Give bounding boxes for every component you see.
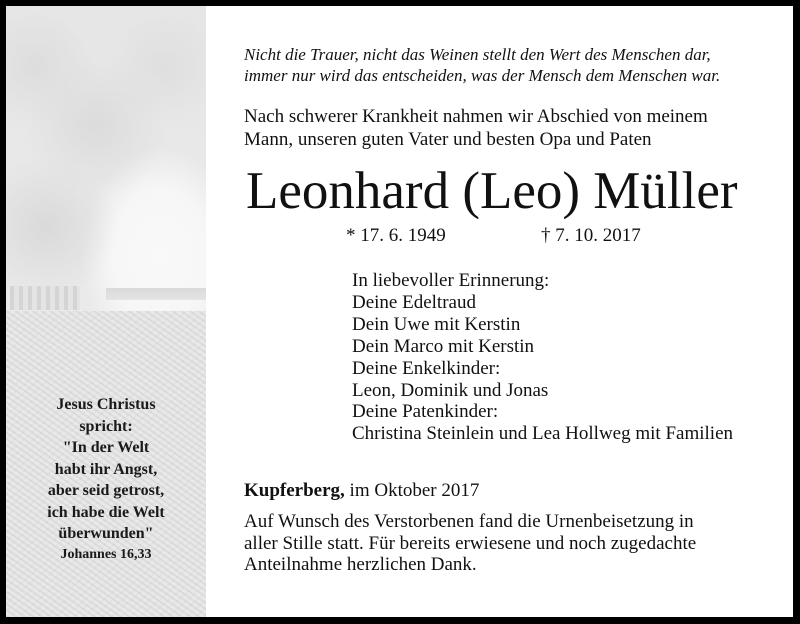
quote-line: ich habe die Welt (47, 503, 165, 521)
quote-line: "In der Welt (62, 439, 150, 456)
mourner-line: Deine Edeltraud (352, 291, 476, 313)
place-and-date (244, 480, 479, 502)
intro-line: Mann, unseren guten Vater und besten Opa und Paten (244, 129, 652, 150)
quote-line: überwunden" (58, 525, 154, 542)
mourner-line: Leon, Dominik und Jonas (352, 379, 549, 401)
closing-line: Anteilnahme herzlichen Dank. (244, 554, 477, 575)
place-name: Kupferberg, (244, 480, 345, 501)
obituary-notice (6, 6, 793, 617)
date-text: im Oktober 2017 (344, 480, 480, 501)
death-date: † 7. 10. 2017 (541, 225, 641, 246)
closing-text (244, 511, 696, 576)
mourner-line: Christina Steinlein und Lea Hollweg mit Familien (352, 423, 734, 445)
mourner-line: Dein Uwe mit Kerstin (352, 313, 521, 335)
quote-line: aber seid getrost, (47, 482, 165, 499)
quote-line: Jesus Christus (56, 396, 156, 413)
motto-line: Nicht die Trauer, nicht das Weinen stellt den Wert des Menschen dar, (244, 45, 711, 64)
motto (244, 44, 720, 86)
intro-text (244, 105, 708, 151)
deceased-name: Leonhard (Leo) Müller (246, 162, 738, 220)
closing-line: aller Stille statt. Für bereits erwiesene und noch zugedachte (244, 532, 697, 554)
closing-line: Auf Wunsch des Verstorbenen fand die Urnenbeisetzung in (244, 511, 694, 532)
mourners-list (352, 270, 733, 445)
intro-line: Nach schwerer Krankheit nahmen wir Abschied von meinem (244, 106, 708, 127)
quote-line: spricht: (79, 417, 133, 435)
quote-reference: Johannes 16,33 (60, 546, 152, 562)
mourner-line: Dein Marco mit Kerstin (352, 335, 535, 357)
birth-date: * 17. 6. 1949 (346, 225, 446, 246)
mourner-line: In liebevoller Erinnerung: (352, 270, 550, 291)
memorial-photo (6, 6, 206, 617)
quote-line: habt ihr Angst, (54, 460, 158, 478)
mourner-line: Deine Enkelkinder: (352, 357, 501, 379)
bible-quote (6, 394, 206, 565)
tree-trunks (10, 286, 80, 310)
horizon-treeline (106, 288, 206, 300)
motto-line: immer nur wird das entscheiden, was der Mensch dem Menschen war. (244, 66, 721, 85)
mourner-line: Deine Patenkinder: (352, 401, 499, 423)
